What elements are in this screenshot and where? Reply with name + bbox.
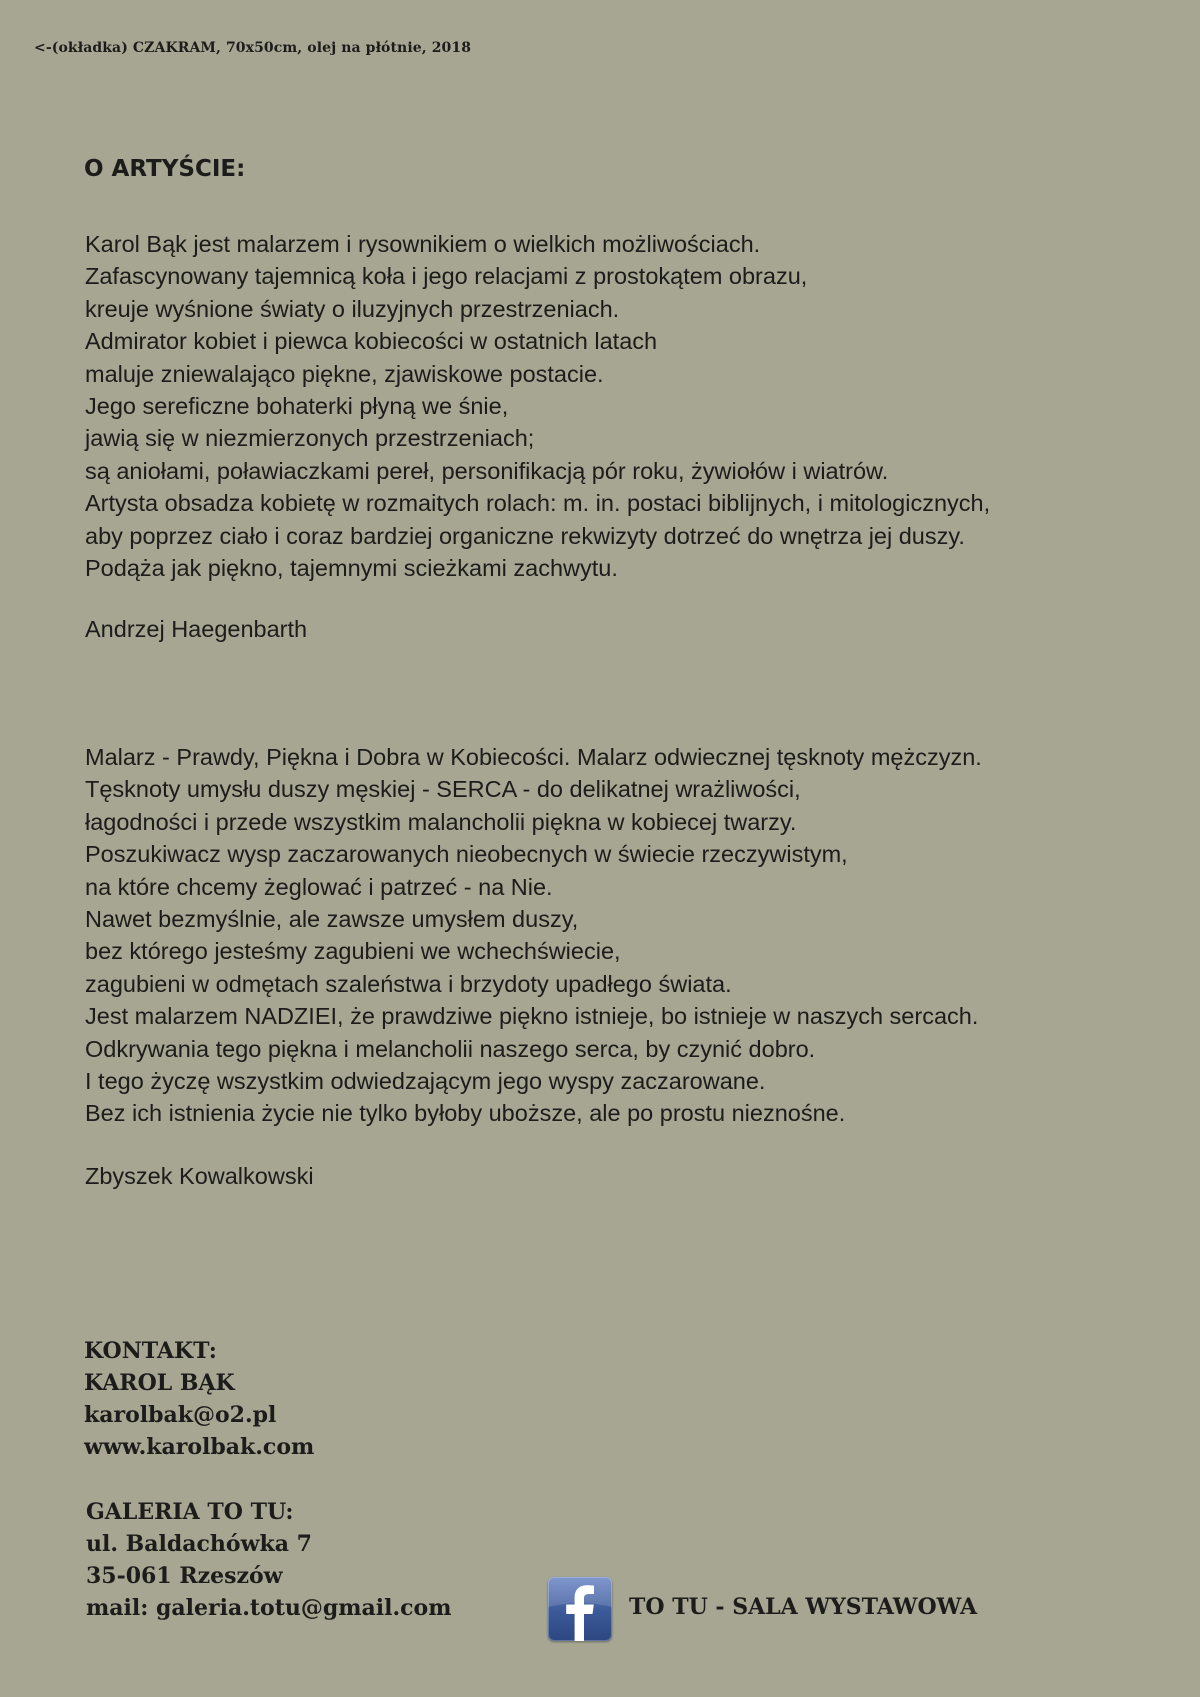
bio-line: Karol Bąk jest malarzem i rysownikiem o wielkich możliwościach. [85,231,761,257]
gallery-city: 35-061 Rzeszów [86,1563,283,1589]
gallery-block [86,1496,452,1624]
tribute-line: Tęsknoty umysłu duszy męskiej - SERCA - do delikatnej wrażliwości, [85,776,801,803]
tribute-line: Odkrywania tego piękna i melancholii naszego serca, by czynić dobro. [85,1035,816,1062]
bio-line: Podąża jak piękno, tajemnymi scieżkami zachwytu. [85,555,618,582]
bio-line: aby poprzez ciało i coraz bardziej organiczne rekwizyty dotrzeć do wnętrza jej duszy. [85,522,965,549]
facebook-page-link[interactable]: TO TU - SALA WYSTAWOWA [629,1594,978,1620]
tribute-line: bez którego jesteśmy zagubieni we wchechświecie, [85,938,621,965]
bio-line: Jego sereficzne bohaterki płyną we śnie, [85,393,509,420]
artist-name: KAROL BĄK [84,1370,235,1396]
tribute-line: zagubieni w odmętach szaleństwa i brzydoty upadłego świata. [85,970,732,997]
website-link[interactable]: www.karolbak.com [84,1434,315,1460]
contact-block [84,1335,314,1463]
email-link[interactable]: karolbak@o2.pl [84,1402,277,1428]
author-signature: Andrzej Haegenbarth [85,616,308,642]
tribute-line: Poszukiwacz wysp zaczarowanych nieobecnych w świecie rzeczywistym, [85,841,848,868]
tribute-line: łagodności i przede wszystkim malancholii piękna w kobiecej twarzy. [85,808,797,835]
gallery-street: ul. Baldachówka 7 [86,1531,312,1557]
cover-caption: <-(okładka) CZAKRAM, 70x50cm, olej na płótnie, 2018 [34,40,472,56]
bio-line: Admirator kobiet i piewca kobiecości w ostatnich latach [85,328,658,355]
tribute-line: Jest malarzem NADZIEI, że prawdziwe piękno istnieje, bo istnieje w naszych sercach. [85,1003,979,1030]
bio-line: maluje zniewalająco piękne, zjawiskowe postacie. [85,360,604,387]
gallery-email-link[interactable]: mail: galeria.totu@gmail.com [86,1595,452,1621]
tribute-line: na które chcemy żeglować i patrzeć - na Nie. [85,873,553,900]
tribute-line: Bez ich istnienia życie nie tylko byłoby uboższe, ale po prostu nieznośne. [85,1100,846,1127]
bio-line: Artysta obsadza kobietę w rozmaitych rolach: m. in. postaci biblijnych, i mitologicznych, [85,490,991,517]
gallery-heading: GALERIA TO TU: [86,1499,294,1525]
tribute-line: Nawet bezmyślnie, ale zawsze umysłem duszy, [85,906,579,933]
bio-line: kreuje wyśnione światy o iluzyjnych przestrzeniach. [85,295,620,322]
tribute-line: Malarz - Prawdy, Piękna i Dobra w Kobiecości. Malarz odwiecznej tęsknoty mężczyzn. [85,744,982,770]
page-title: O ARTYŚCIE: [84,156,246,182]
bio-line: są aniołami, poławiaczkami pereł, personifikacją pór roku, żywiołów i wiatrów. [85,457,889,484]
contact-heading: KONTAKT: [84,1338,217,1364]
tribute-paragraph [85,741,1185,1130]
facebook-icon[interactable] [548,1577,612,1641]
artist-bio-paragraph [85,228,1185,584]
author-signature: Zbyszek Kowalkowski [85,1163,314,1189]
tribute-line: I tego życzę wszystkim odwiedzającym jego wyspy zaczarowane. [85,1068,766,1095]
bio-line: jawią się w niezmierzonych przestrzeniach; [85,425,535,452]
bio-line: Zafascynowany tajemnicą koła i jego relacjami z prostokątem obrazu, [85,263,808,290]
